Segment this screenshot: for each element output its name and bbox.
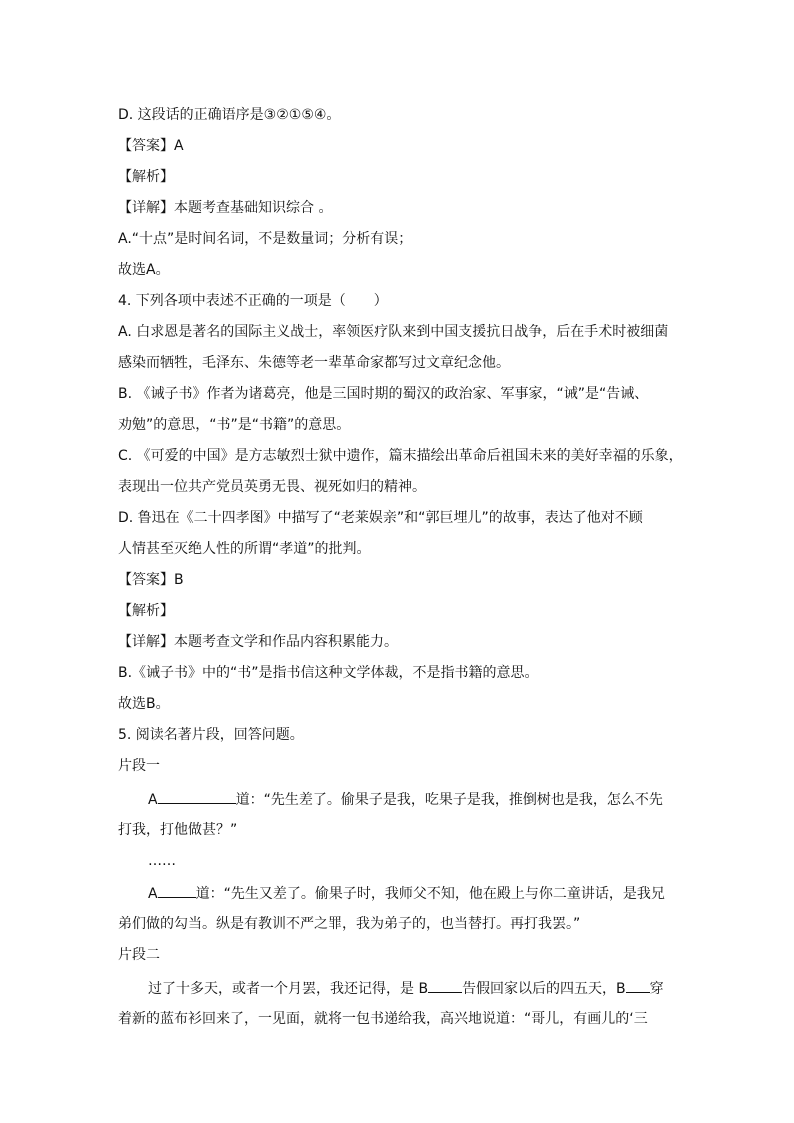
q4-option-a-line1: A. 白求恩是著名的国际主义战士，率领医疗队来到中国支援抗日战争，后在手术时被细菌 — [118, 324, 669, 340]
q3-analysis-heading: 【解析】 — [118, 169, 174, 185]
q5-part1-line4: 弟们做的勾当。纵是有教训不严之罪，我为弟子的，也当替打。再打我罢。” — [118, 916, 581, 932]
q3-answer: 【答案】A — [118, 138, 184, 154]
q5-part1-line3-text: 道：“先生又差了。偷果子时，我师父不知，他在殿上与你二童讲话，是我兄 — [195, 886, 665, 902]
q3-option-d: D. 这段话的正确语序是③②①⑤④。 — [118, 107, 341, 123]
fill-blank — [626, 978, 650, 993]
fill-blank — [158, 789, 236, 804]
q3-detail: 【详解】本题考查基础知识综合 。 — [118, 200, 333, 216]
q5-part1-line1-label: A — [148, 792, 158, 808]
q5-part2-title: 片段二 — [118, 947, 160, 963]
q4-option-d-line1: D. 鲁迅在《二十四孝图》中描写了“老莱娱亲”和“郭巨埋儿”的故事，表达了他对不顾 — [118, 510, 643, 526]
fill-blank — [428, 978, 462, 993]
q5-part1-ellipsis: …… — [148, 853, 176, 869]
q5-part1-line3 — [148, 883, 665, 904]
q4-option-b-line1: B. 《诫子书》作者为诸葛亮，他是三国时期的蜀汉的政治家、军事家，“诫”是“告诫、 — [118, 386, 649, 402]
q4-stem: 4. 下列各项中表述不正确的一项是（ ） — [118, 293, 388, 309]
fill-blank — [158, 883, 196, 898]
q5-stem: 5. 阅读名著片段，回答问题。 — [118, 727, 304, 743]
q4-option-a-line2: 感染而牺牲，毛泽东、朱德等老一辈革命家都写过文章纪念他。 — [118, 355, 510, 371]
q5-part2-line1-text-a: 过了十多天，或者一个月罢，我还记得，是 B — [148, 981, 429, 997]
q5-part2-line1-text-b: 告假回家以后的四五天，B — [462, 981, 626, 997]
q4-answer: 【答案】B — [118, 572, 184, 588]
q4-detail: 【详解】本题考查文学和作品内容积累能力。 — [118, 634, 398, 650]
q4-analysis-heading: 【解析】 — [118, 603, 174, 619]
q3-choose: 故选A。 — [118, 262, 170, 278]
q5-part1-line1 — [148, 789, 663, 810]
q4-option-d-line2: 人情甚至灭绝人性的所谓“孝道”的批判。 — [118, 541, 371, 557]
q4-option-b-line2: 劝勉”的意思，“书”是“书籍”的意思。 — [118, 417, 351, 433]
q5-part2-line2: 着新的蓝布衫回来了，一见面，就将一包书递给我，高兴地说道：“哥儿，有画儿的‘三 — [118, 1011, 648, 1027]
q4-explain-b: B.《诫子书》中的“书”是指书信这种文学体裁，不是指书籍的意思。 — [118, 665, 539, 681]
q5-part2-line1-text-c: 穿 — [649, 981, 664, 997]
q4-option-c-line1: C. 《可爱的中国》是方志敏烈士狱中遗作，篇末描绘出革命后祖国未来的美好幸福的乐象， — [118, 448, 683, 464]
q5-part1-title: 片段一 — [118, 758, 160, 774]
q5-part1-line3-label: A — [148, 886, 158, 902]
q4-option-c-line2: 表现出一位共产党员英勇无畏、视死如归的精神。 — [118, 479, 426, 495]
q5-part2-line1 — [148, 978, 664, 999]
q4-choose: 故选B。 — [118, 696, 170, 712]
q5-part1-line2: 打我，打他做甚？” — [118, 822, 238, 838]
q5-part1-line1-text: 道：“先生差了。偷果子是我，吃果子是我，推倒树也是我，怎么不先 — [235, 792, 663, 808]
q3-explain-a: A.“十点”是时间名词，不是数量词；分析有误； — [118, 231, 413, 247]
